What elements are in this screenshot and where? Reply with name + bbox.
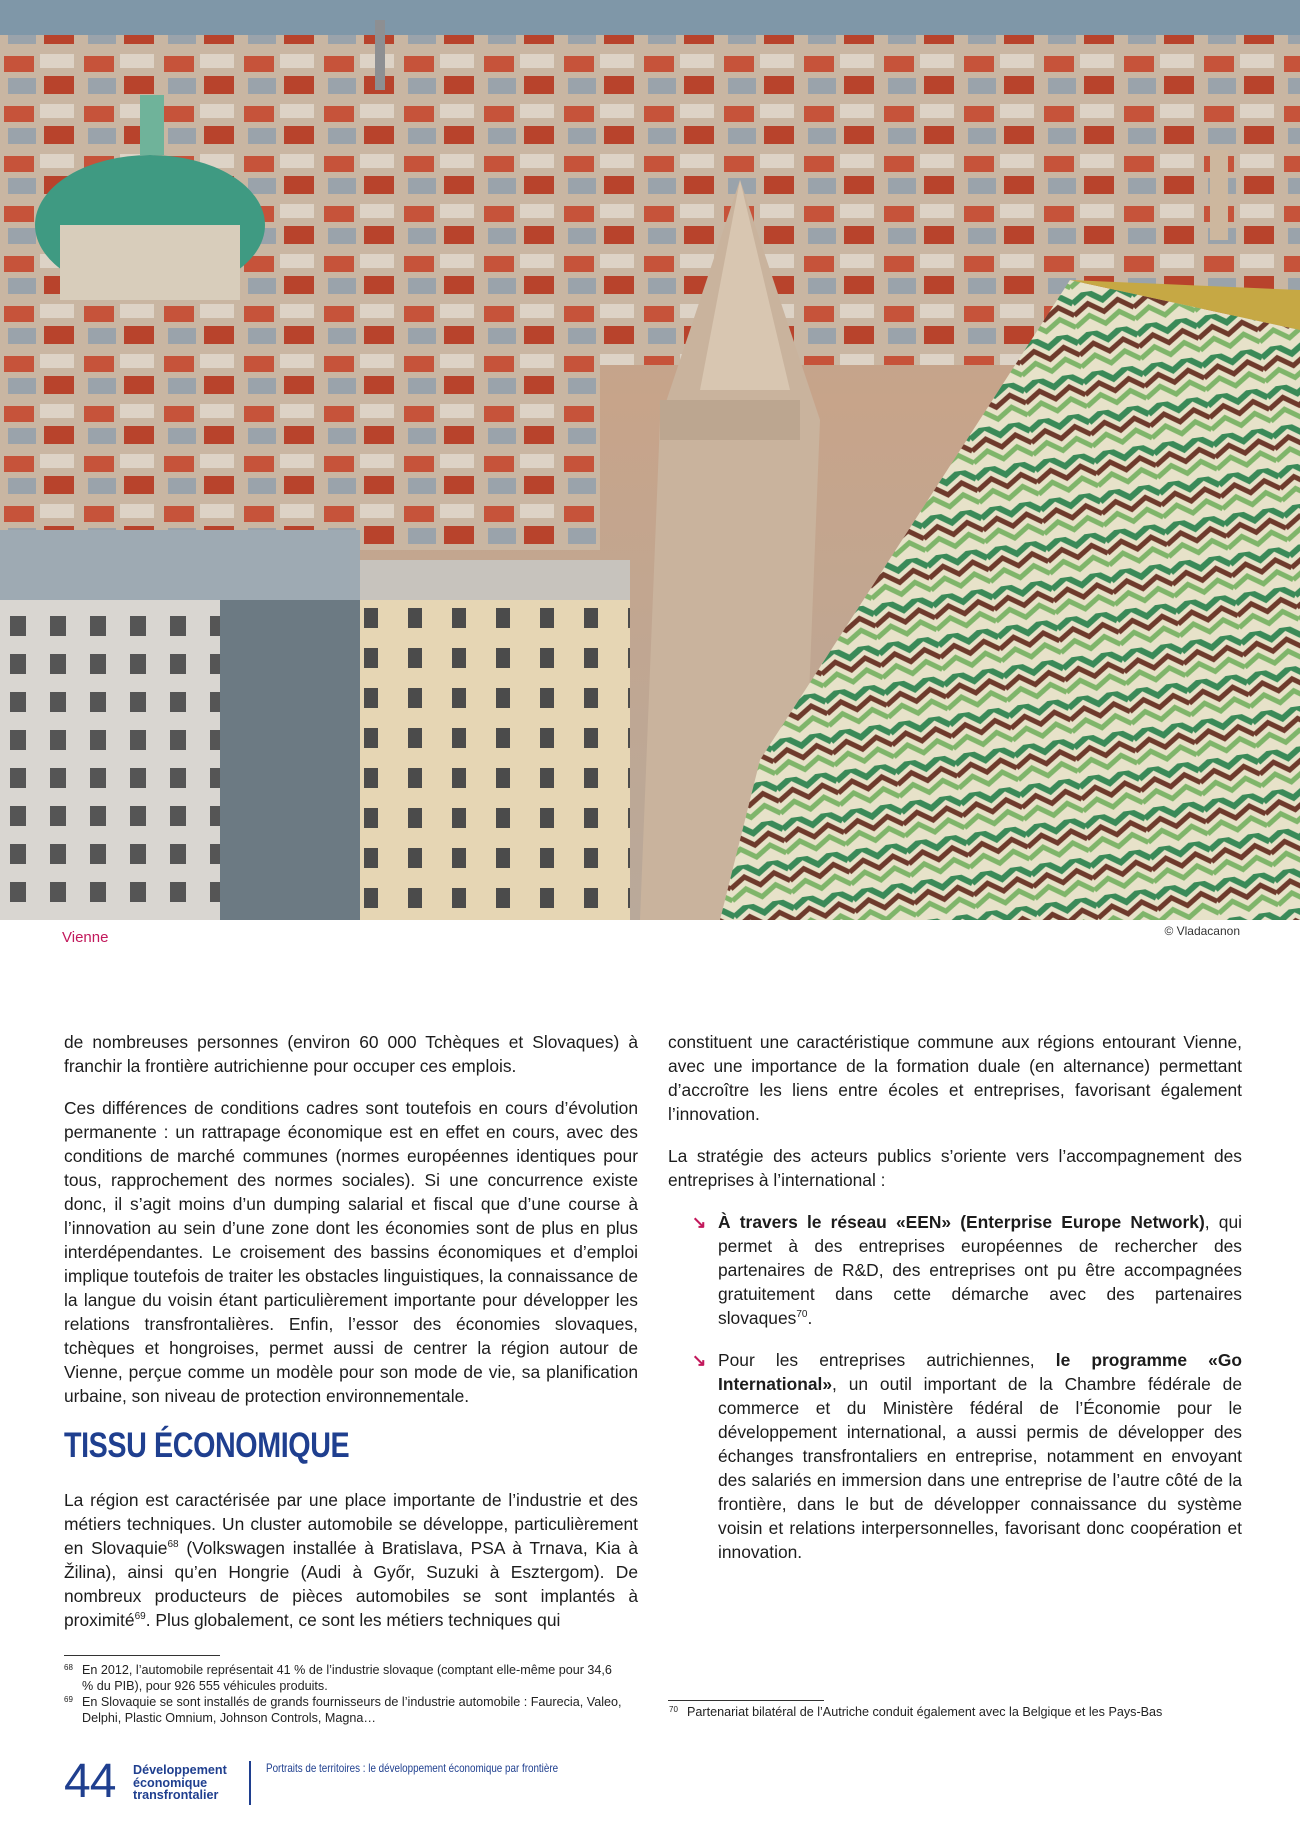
bullet-list xyxy=(668,1210,1242,1564)
paragraph: constituent une caractéristique commune aux régions entourant Vienne, avec une importance de la formation duale (en alternance) permettant d’accroître les liens entre écoles et entreprises, favorisant également l’innovation. xyxy=(668,1032,1242,1124)
brand-label: Développement économique transfrontalier xyxy=(133,1763,227,1802)
footnote-ref: 68 xyxy=(167,1539,179,1551)
footnote-rule xyxy=(668,1700,824,1701)
footer-divider xyxy=(249,1761,251,1805)
paragraph: La région est caractérisée par une place importante de l’industrie et des métiers techniques. Un cluster automobile se développe, particulièrement en Slovaquie$^{68}$ (Volkswagen installée à Bratislava, PSA à Trnava, Kia à Žilina), ainsi qu’en Hongrie (Audi à Győr, Suzuki à Esztergom). De nombreux producteurs de pièces automobiles se sont implantés à proximité$^{69}$. Plus globalement, ce sont les métiers techniques qui xyxy=(64,1490,638,1630)
photo-caption: Vienne xyxy=(62,929,109,946)
list-item: ↘ Pour les entreprises autrichiennes, le programme «Go International», un outil important de la Chambre fédérale de commerce et du Ministère fédéral de l’Économie pour le développement international, a aussi permis de développer des échanges transfrontaliers en entreprise, notamment en envoyant des salariés en immersion dans une entreprise de l’autre côté de la frontière, dans le but de développer connaissance du système voisin et relations interpersonnelles, favorisant donc coopération et innovation. xyxy=(692,1350,1242,1562)
footnote-rule xyxy=(64,1655,220,1656)
arrow-down-right-icon: ↘ xyxy=(692,1213,707,1232)
paragraph: de nombreuses personnes (environ 60 000 Tchèques et Slovaques) à franchir la frontière autrichienne pour occuper ces emplois. xyxy=(64,1032,638,1076)
footnote: 68 En 2012, l’automobile représentait 41 % de l’industrie slovaque (comptant elle-même pour 34,6 % du PIB), pour 926 555 véhicules produits. xyxy=(64,1663,612,1693)
paragraph: La stratégie des acteurs publics s’oriente vers l’accompagnement des entreprises à l’international : xyxy=(668,1146,1242,1190)
arrow-down-right-icon: ↘ xyxy=(692,1351,707,1370)
right-column xyxy=(668,1030,1242,1582)
left-column xyxy=(64,1030,638,1650)
list-item: ↘ À travers le réseau «EEN» (Enterprise Europe Network), qui permet à des entreprises européennes de rechercher des partenaires de R&D, des entreprises ont pu être accompagnées gratuitement dans cette démarche avec des partenaires slovaques$^{70}$. xyxy=(692,1212,1243,1328)
footnote: 69 En Slovaquie se sont installés de grands fournisseurs de l’industrie automobile : Faurecia, Valeo, Delphi, Plastic Omnium, Johnson Controls, Magna… xyxy=(64,1695,622,1725)
photo-credit: © Vladacanon xyxy=(1164,924,1240,938)
footnote-ref: 69 xyxy=(134,1611,146,1623)
publication-subtitle: Portraits de territoires : le développement économique par frontière xyxy=(266,1761,559,1775)
footnote-ref: 70 xyxy=(796,1309,808,1321)
page-number: 44 xyxy=(64,1755,116,1808)
section-heading: TISSU ÉCONOMIQUE xyxy=(64,1426,350,1465)
footnote: 70 Partenariat bilatéral de l’Autriche conduit également avec la Belgique et les Pays-Bas xyxy=(669,1705,1163,1719)
paragraph: Ces différences de conditions cadres sont toutefois en cours d’évolution permanente : un rattrapage économique est en effet en cours, avec des conditions de marché communes (normes européennes identiques pour tous, rapprochement des normes sociales). Si une concurrence existe donc, il s’agit moins d’un dumping salarial et fiscal que d’une course à l’innovation au sein d’une zone dont les économies sont de plus en plus interdépendantes. Le croisement des bassins économiques et d’emploi implique toutefois de traiter les obstacles linguistiques, la connaissance de la langue du voisin étant particulièrement importante pour développer les relations transfrontalières. Enfin, l’essor des économies slovaques, tchèques et hongroises, permet aussi de centrer la région autour de Vienne, perçue comme un modèle pour son mode de vie, sa planification urbaine, son niveau de protection environnementale. xyxy=(64,1098,638,1406)
